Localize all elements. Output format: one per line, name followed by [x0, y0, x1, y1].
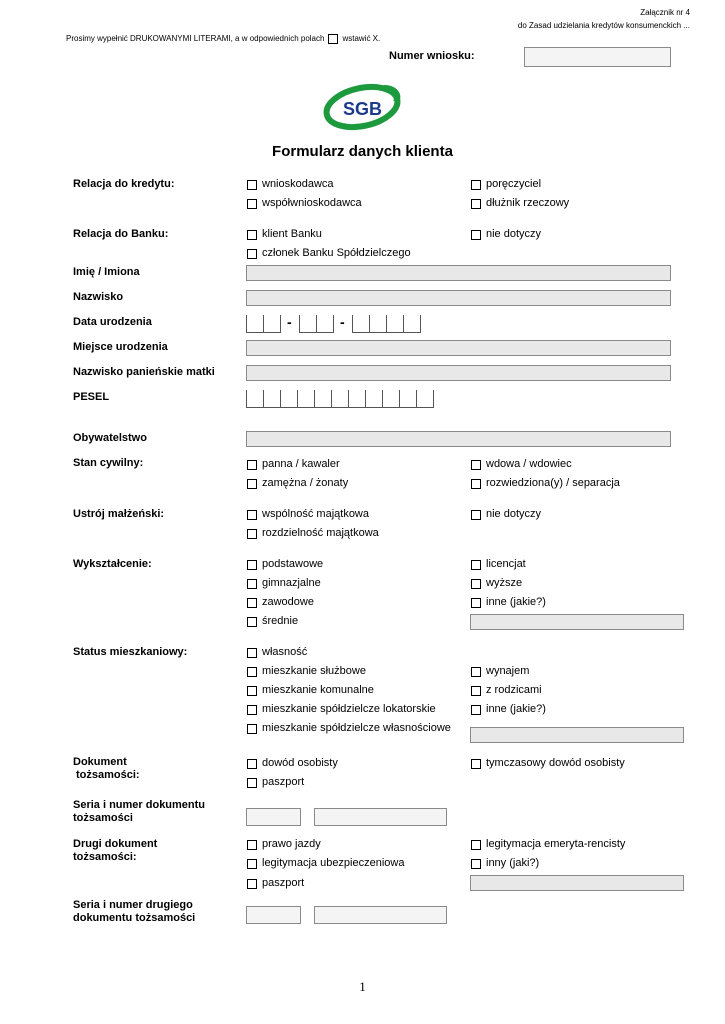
first-names-input[interactable] [246, 265, 671, 281]
option-rozwiedziona[interactable] [471, 477, 620, 490]
education-other-input[interactable] [470, 614, 684, 630]
option-label: własność [262, 646, 308, 658]
option-label: mieszkanie spółdzielcze własnościowe [262, 722, 451, 734]
label-line: tożsamości [73, 812, 133, 824]
credit-relation-label: Relacja do kredytu: [73, 178, 175, 190]
first-names-label: Imię / Imiona [73, 266, 140, 278]
option-label: wspólność majątkowa [262, 508, 369, 520]
birth-place-input[interactable] [246, 340, 671, 356]
option-inny-id[interactable] [471, 857, 539, 870]
option-wdowa-wdowiec[interactable] [471, 458, 572, 471]
checkbox[interactable] [247, 180, 257, 190]
option-label: mieszkanie służbowe [262, 665, 366, 677]
label-line: Seria i numer drugiego [73, 899, 193, 911]
birth-year-cells[interactable] [352, 315, 421, 333]
checkbox[interactable] [247, 249, 257, 259]
option-spoldzielcze-lokatorskie[interactable] [247, 703, 436, 716]
checkbox[interactable] [247, 759, 257, 769]
option-inne-education[interactable] [471, 596, 546, 609]
label-line: tożsamości: [73, 851, 137, 863]
checkbox[interactable] [247, 617, 257, 627]
checkbox[interactable] [471, 560, 481, 570]
id-series-input[interactable] [246, 808, 301, 826]
option-label: wdowa / wdowiec [486, 458, 572, 470]
checkbox[interactable] [471, 199, 481, 209]
second-id-series-input[interactable] [246, 906, 301, 924]
option-label: dłużnik rzeczowy [486, 197, 570, 209]
option-spoldzielcze-wlasnosciowe[interactable] [247, 722, 451, 735]
label-line: Dokument [73, 756, 127, 768]
checkbox[interactable] [471, 759, 481, 769]
sgb-logo [322, 82, 404, 137]
option-paszport[interactable] [247, 776, 304, 789]
marital-status-label: Stan cywilny: [73, 457, 144, 469]
surname-input[interactable] [246, 290, 671, 306]
mother-maiden-name-label: Nazwisko panieńskie matki [73, 366, 215, 378]
checkbox[interactable] [471, 598, 481, 608]
id-document-label [73, 756, 140, 782]
mother-maiden-name-input[interactable] [246, 365, 671, 381]
option-wynajem[interactable] [471, 665, 529, 678]
date-separator: - [340, 314, 345, 330]
option-rozdzielnosc[interactable] [247, 527, 379, 540]
checkbox[interactable] [247, 705, 257, 715]
option-mieszkanie-komunalne[interactable] [247, 684, 374, 697]
option-dluznik-rzeczowy[interactable] [471, 197, 569, 210]
second-id-document-label [73, 838, 157, 864]
checkbox[interactable] [247, 859, 257, 869]
checkbox[interactable] [247, 686, 257, 696]
checkbox[interactable] [471, 686, 481, 696]
option-label: inne (jakie?) [486, 703, 546, 715]
housing-other-input[interactable] [470, 727, 684, 743]
annex-note [518, 6, 690, 32]
birth-month-cells[interactable] [299, 315, 334, 333]
checkbox[interactable] [247, 879, 257, 889]
option-inne-housing[interactable] [471, 703, 546, 716]
option-label: licencjat [486, 558, 526, 570]
label-line: Seria i numer dokumentu [73, 799, 206, 811]
checkbox[interactable] [247, 598, 257, 608]
checkbox[interactable] [471, 180, 481, 190]
option-tymczasowy-dowod[interactable] [471, 757, 625, 770]
checkbox-sample [328, 34, 338, 44]
option-label: gimnazjalne [262, 577, 321, 589]
checkbox[interactable] [247, 529, 257, 539]
option-label: legitymacja ubezpieczeniowa [262, 857, 405, 869]
option-label: podstawowe [262, 558, 324, 570]
option-czlonek-banku[interactable] [247, 247, 411, 260]
option-wnioskodawca[interactable] [247, 178, 334, 191]
option-licencjat[interactable] [471, 558, 526, 571]
option-label: paszport [262, 877, 305, 889]
checkbox[interactable] [471, 705, 481, 715]
checkbox[interactable] [247, 667, 257, 677]
checkbox[interactable] [247, 724, 257, 734]
option-z-rodzicami[interactable] [471, 684, 542, 697]
checkbox[interactable] [471, 859, 481, 869]
checkbox[interactable] [247, 230, 257, 240]
education-label: Wykształcenie: [73, 558, 152, 570]
option-dowod-osobisty[interactable] [247, 757, 338, 770]
option-label: zawodowe [262, 596, 314, 608]
checkbox[interactable] [247, 479, 257, 489]
option-prawo-jazdy[interactable] [247, 838, 321, 851]
option-panna-kawaler[interactable] [247, 458, 340, 471]
option-label: klient Banku [262, 228, 322, 240]
bank-relation-label: Relacja do Banku: [73, 228, 169, 240]
page-number: 1 [359, 979, 366, 994]
id-series-label [73, 799, 205, 825]
citizenship-label: Obywatelstwo [73, 432, 147, 444]
checkbox[interactable] [247, 460, 257, 470]
birth-date-label: Data urodzenia [73, 316, 152, 328]
second-id-number-input[interactable] [314, 906, 447, 924]
option-label: nie dotyczy [486, 228, 542, 240]
option-wlasnosc[interactable] [247, 646, 307, 659]
option-wyzsze[interactable] [471, 577, 522, 590]
option-mieszkanie-sluzbowe[interactable] [247, 665, 366, 678]
id-number-input[interactable] [314, 808, 447, 826]
second-id-other-input[interactable] [470, 875, 684, 891]
option-label: z rodzicami [486, 684, 542, 696]
option-label: inne (jakie?) [486, 596, 546, 608]
option-label: wynajem [486, 665, 530, 677]
option-label: nie dotyczy [486, 508, 542, 520]
instruction-text: Prosimy wypełnić DRUKOWANYMI LITERAMI, a w odpowiednich polach [66, 34, 325, 43]
property-regime-label: Ustrój małżeński: [73, 508, 165, 520]
citizenship-input[interactable] [246, 431, 671, 447]
option-label: poręczyciel [486, 178, 542, 190]
option-nie-dotyczy-regime[interactable] [471, 508, 541, 521]
label-line: tożsamości: [76, 769, 140, 781]
option-label: prawo jazdy [262, 838, 321, 850]
checkbox[interactable] [471, 840, 481, 850]
option-poreczyciel[interactable] [471, 178, 541, 191]
checkbox[interactable] [247, 560, 257, 570]
option-gimnazjalne[interactable] [247, 577, 321, 590]
option-label: mieszkanie spółdzielcze lokatorskie [262, 703, 436, 715]
option-label: członek Banku Spółdzielczego [262, 247, 411, 259]
label-line: Drugi dokument [73, 838, 158, 850]
checkbox[interactable] [471, 667, 481, 677]
checkbox[interactable] [471, 510, 481, 520]
option-nie-dotyczy-bank[interactable] [471, 228, 541, 241]
application-number-label: Numer wniosku: [389, 50, 475, 62]
logo-text: SGB [343, 99, 383, 119]
option-zamezna-zonaty[interactable] [247, 477, 348, 490]
checkbox[interactable] [247, 579, 257, 589]
checkbox[interactable] [471, 230, 481, 240]
option-wspolnosc[interactable] [247, 508, 369, 521]
option-legitymacja-ubezpieczeniowa[interactable] [247, 857, 404, 870]
option-klient-banku[interactable] [247, 228, 322, 241]
option-label: wyższe [486, 577, 523, 589]
option-label: panna / kawaler [262, 458, 340, 470]
checkbox[interactable] [471, 479, 481, 489]
checkbox[interactable] [247, 840, 257, 850]
option-label: średnie [262, 615, 299, 627]
option-label: rozdzielność majątkowa [262, 527, 379, 539]
option-wspolwnioskodawca[interactable] [247, 197, 362, 210]
label-line: dokumentu tożsamości [73, 912, 196, 924]
instruction-text-end: wstawić X. [342, 34, 381, 43]
surname-label: Nazwisko [73, 291, 124, 303]
annex-line-1: Załącznik nr 4 [640, 8, 690, 17]
instruction [66, 32, 380, 45]
option-podstawowe[interactable] [247, 558, 323, 571]
checkbox[interactable] [247, 648, 257, 658]
checkbox[interactable] [247, 199, 257, 209]
option-label: zamężna / żonaty [262, 477, 349, 489]
option-zawodowe[interactable] [247, 596, 314, 609]
option-label: paszport [262, 776, 305, 788]
pesel-cells[interactable] [246, 390, 434, 408]
second-id-series-label [73, 899, 195, 925]
option-label: inny (jaki?) [486, 857, 540, 869]
housing-status-label: Status mieszkaniowy: [73, 646, 188, 658]
checkbox[interactable] [471, 579, 481, 589]
option-srednie[interactable] [247, 615, 298, 628]
option-label: dowód osobisty [262, 757, 338, 769]
date-separator: - [287, 314, 292, 330]
pesel-label: PESEL [73, 391, 110, 403]
checkbox[interactable] [247, 778, 257, 788]
option-label: współwnioskodawca [262, 197, 362, 209]
birth-place-label: Miejsce urodzenia [73, 341, 168, 353]
checkbox[interactable] [471, 460, 481, 470]
option-label: tymczasowy dowód osobisty [486, 757, 625, 769]
annex-line-2: do Zasad udzielania kredytów konsumenckich ... [517, 21, 690, 30]
option-label: mieszkanie komunalne [262, 684, 374, 696]
option-label: rozwiedziona(y) / separacja [486, 477, 620, 489]
birth-day-cells[interactable] [246, 315, 281, 333]
option-legitymacja-emeryta[interactable] [471, 838, 625, 851]
option-paszport-2[interactable] [247, 877, 304, 890]
option-label: wnioskodawca [262, 178, 334, 190]
application-number-input[interactable] [524, 47, 671, 67]
option-label: legitymacja emeryta-rencisty [486, 838, 626, 850]
checkbox[interactable] [247, 510, 257, 520]
page-title: Formularz danych klienta [272, 143, 453, 160]
